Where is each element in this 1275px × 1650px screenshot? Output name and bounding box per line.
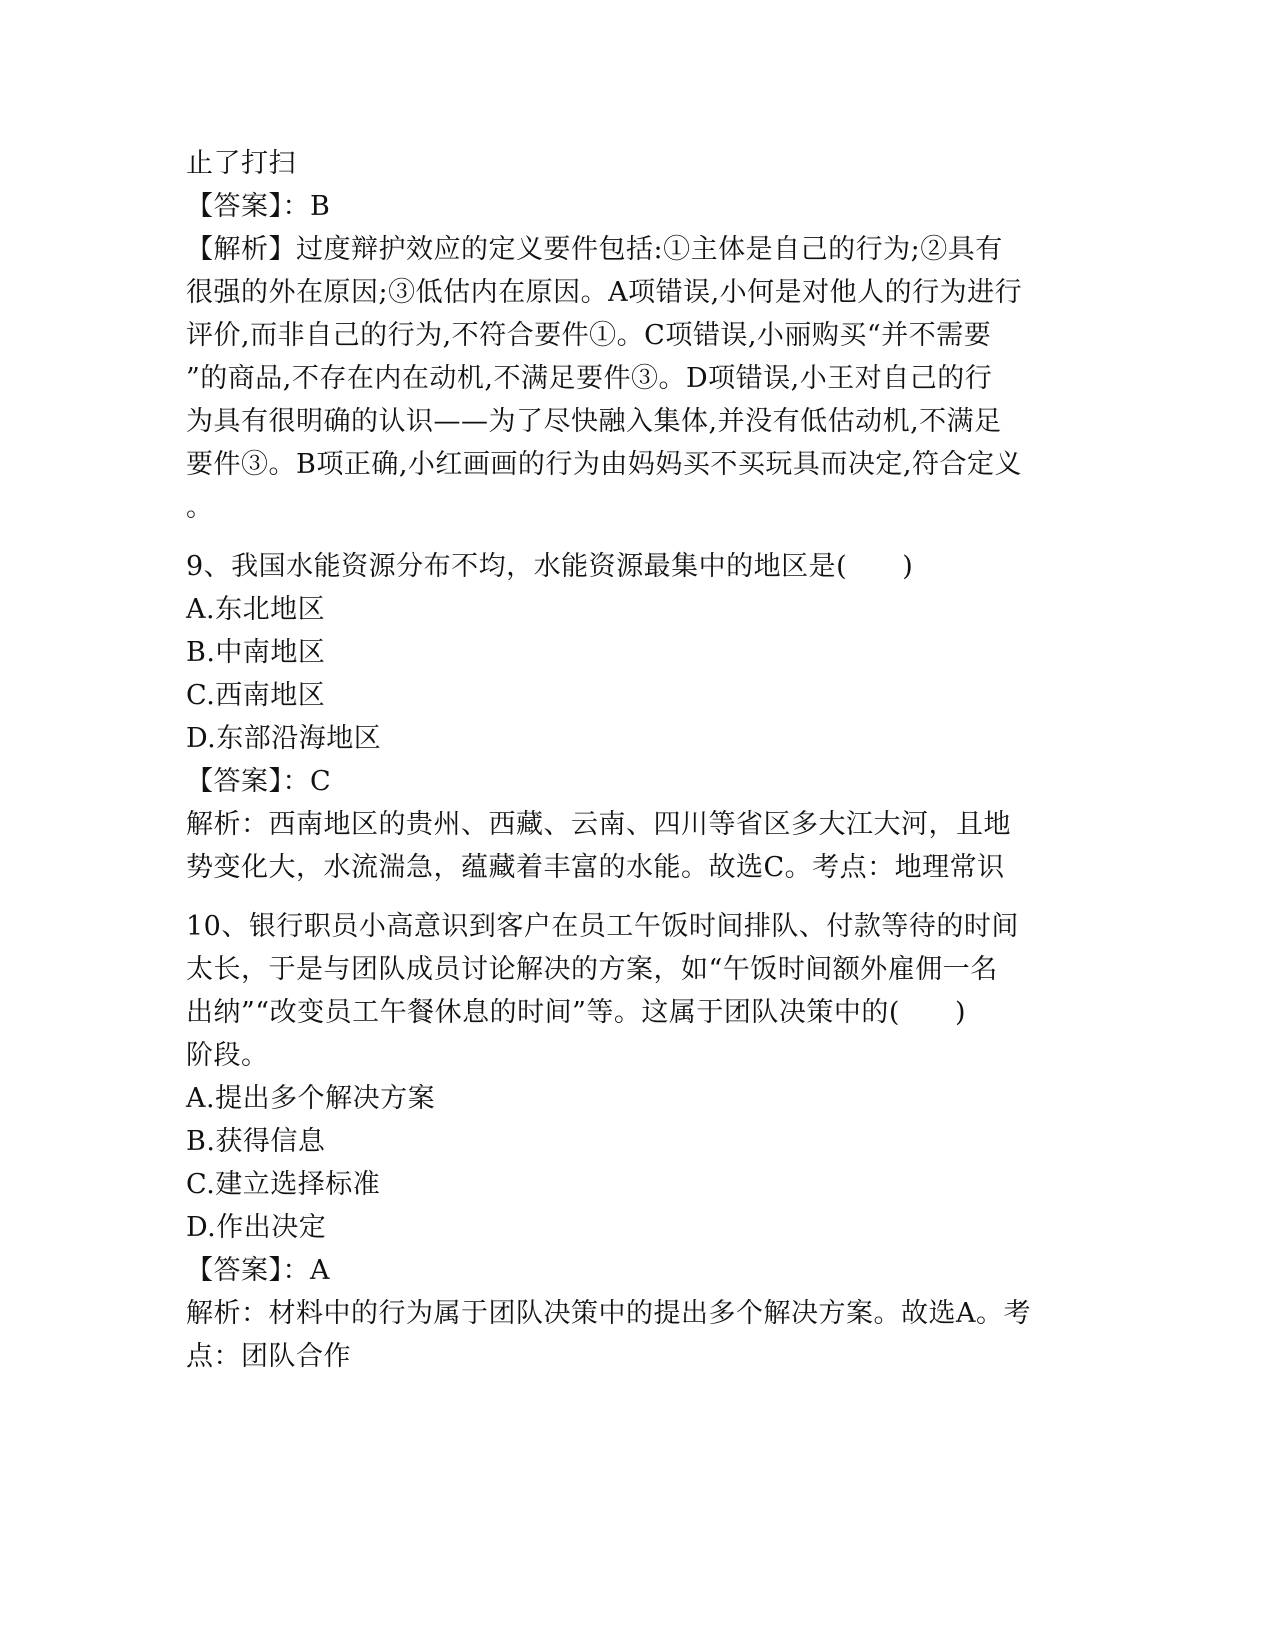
analysis-line: 评价,而非自己的行为,不符合要件①。C项错误,小丽购买“并不需要 [186, 320, 992, 351]
option-a: A.提出多个解决方案 [186, 1083, 436, 1114]
question-9 [186, 545, 1086, 889]
previous-question-tail [186, 142, 1086, 529]
question-stem: 9、我国水能资源分布不均，水能资源最集中的地区是( ) [186, 551, 914, 582]
analysis-line: 解析：材料中的行为属于团队决策中的提出多个解决方案。故选A。考 [186, 1298, 1031, 1329]
option-b: B.中南地区 [186, 637, 326, 668]
analysis-line: 要件③。B项正确,小红画画的行为由妈妈买不买玩具而决定,符合定义 [186, 449, 1023, 480]
answer-line: 【答案】：A [186, 1255, 330, 1286]
analysis-line: 很强的外在原因;③低估内在原因。A项错误,小何是对他人的行为进行 [186, 277, 1023, 308]
question-stem-line: 10、银行职员小高意识到客户在员工午饭时间排队、付款等待的时间 [186, 911, 1019, 942]
analysis-line: 为具有很明确的认识——为了尽快融入集体,并没有低估动机,不满足 [186, 406, 1002, 437]
question-10 [186, 905, 1086, 1378]
analysis-line: 【解析】过度辩护效应的定义要件包括:①主体是自己的行为;②具有 [186, 234, 1003, 265]
analysis-line: 解析：西南地区的贵州、西藏、云南、四川等省区多大江大河，且地 [186, 809, 1011, 840]
analysis-line: ”的商品,不存在内在动机,不满足要件③。D项错误,小王对自己的行 [186, 363, 993, 394]
document-page [186, 142, 1086, 1378]
question-stem-line: 太长，于是与团队成员讨论解决的方案，如“午饭时间额外雇佣一名 [186, 954, 998, 985]
option-c: C.西南地区 [186, 680, 326, 711]
option-c: C.建立选择标准 [186, 1169, 381, 1200]
option-a: A.东北地区 [186, 594, 326, 625]
option-b: B.获得信息 [186, 1126, 326, 1157]
analysis-line: 势变化大，水流湍急，蕴藏着丰富的水能。故选C。考点：地理常识 [186, 852, 1005, 883]
analysis-line: 。 [186, 492, 214, 523]
analysis-line: 点：团队合作 [186, 1341, 351, 1372]
option-d: D.作出决定 [186, 1212, 327, 1243]
question-stem-line: 阶段。 [186, 1040, 269, 1071]
question-text-tail: 止了打扫 [186, 148, 296, 179]
option-d: D.东部沿海地区 [186, 723, 382, 754]
question-stem-line: 出纳”“改变员工午餐休息的时间”等。这属于团队决策中的( ) [186, 997, 966, 1028]
answer-line: 【答案】：C [186, 766, 332, 797]
answer-line: 【答案】：B [186, 191, 331, 222]
